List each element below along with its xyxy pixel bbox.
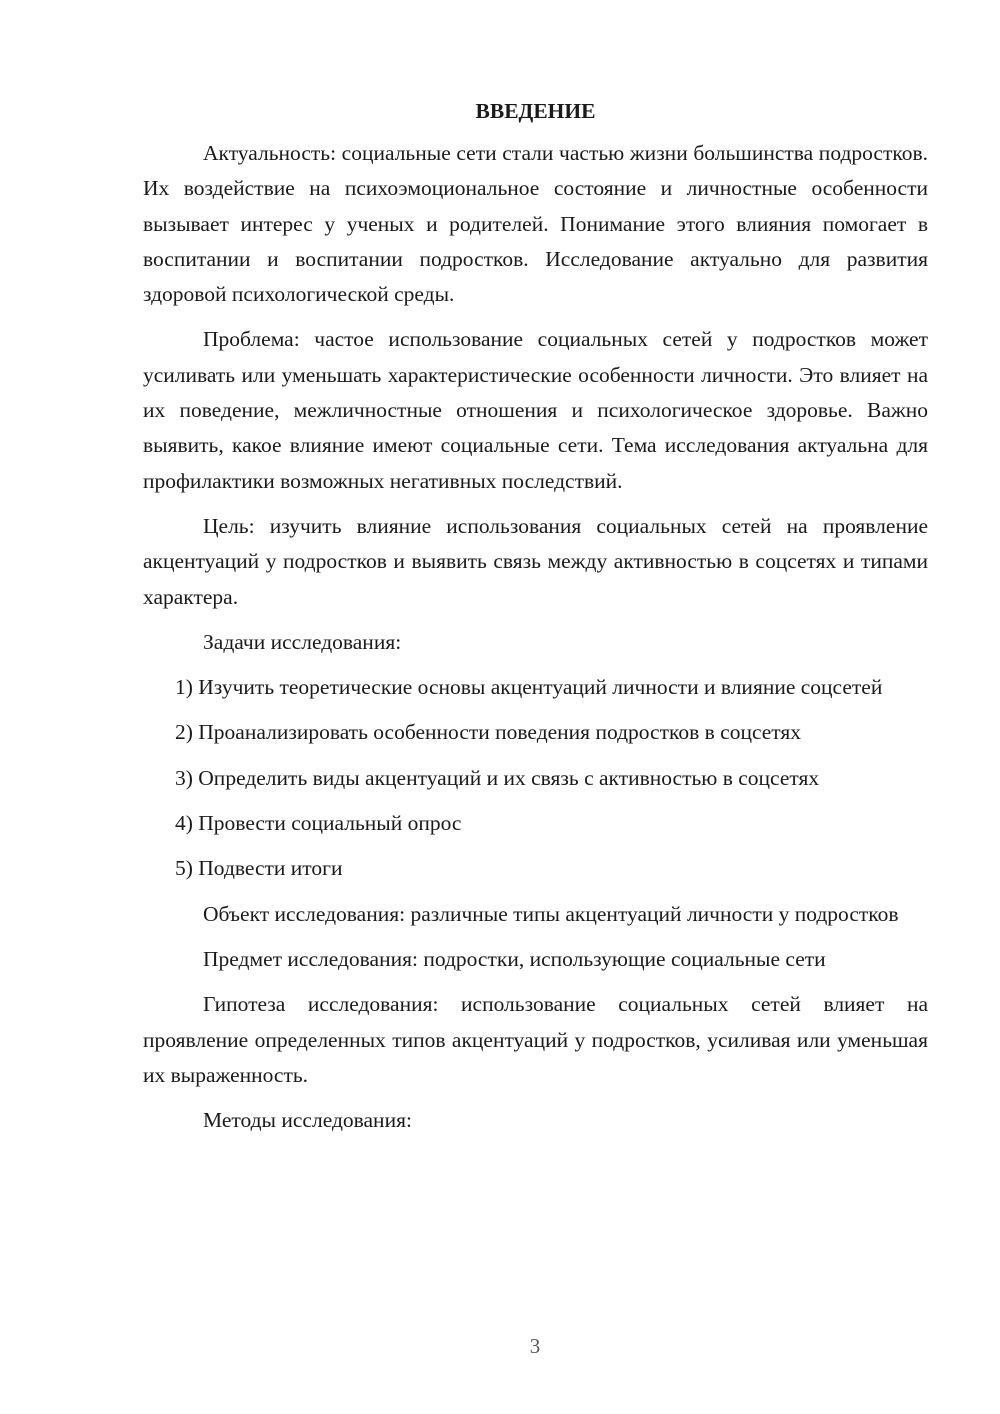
subject-paragraph: Предмет исследования: подростки, использующие социальные сети [203, 946, 826, 971]
hypothesis-paragraph: Гипотеза исследования: использование социальных сетей влияет на проявление определенных типов акцентуаций у подростков, усиливая или уменьшая их выраженность. [143, 992, 928, 1087]
tasks-heading: Задачи исследования: [203, 629, 402, 654]
methods-paragraph: Методы исследования: [203, 1108, 412, 1133]
problem-paragraph: Проблема: частое использование социальных сетей у подростков может усиливать или уменьшать характеристические особенности личности. Это влияет на их поведение, межличностные отношения и психологическое здоровье. Важно выявить, какое влияние имеют социальные сети. Тема исследования актуальна для профилактики возможных негативных последствий. [143, 327, 928, 493]
object-paragraph: Объект исследования: различные типы акцентуаций личности у подростков [203, 901, 899, 926]
page-content [143, 96, 928, 1148]
task-item-1: 1) Изучить теоретические основы акцентуаций личности и влияние соцсетей [175, 675, 883, 700]
task-item-4: 4) Провести социальный опрос [175, 811, 462, 836]
task-item-2: 2) Проанализировать особенности поведения подростков в соцсетях [175, 720, 802, 745]
task-item-3: 3) Определить виды акцентуаций и их связь с активностью в соцсетях [175, 765, 820, 790]
goal-paragraph: Цель: изучить влияние использования социальных сетей на проявление акцентуаций у подростков и выявить связь между активностью в соцсетях и типами характера. [143, 513, 928, 609]
page-number: 3 [529, 1334, 541, 1358]
section-heading: ВВЕДЕНИЕ [475, 99, 596, 123]
task-item-5: 5) Подвести итоги [175, 856, 343, 881]
relevance-paragraph: Актуальность: социальные сети стали частью жизни большинства подростков. Их воздействие на психоэмоциональное состояние и личностные особенности вызывает интерес у ученых и родителей. Понимание этого влияния помогает в воспитании и воспитании подростков. Исследование актуально для развития здоровой психологической среды. [143, 141, 928, 307]
